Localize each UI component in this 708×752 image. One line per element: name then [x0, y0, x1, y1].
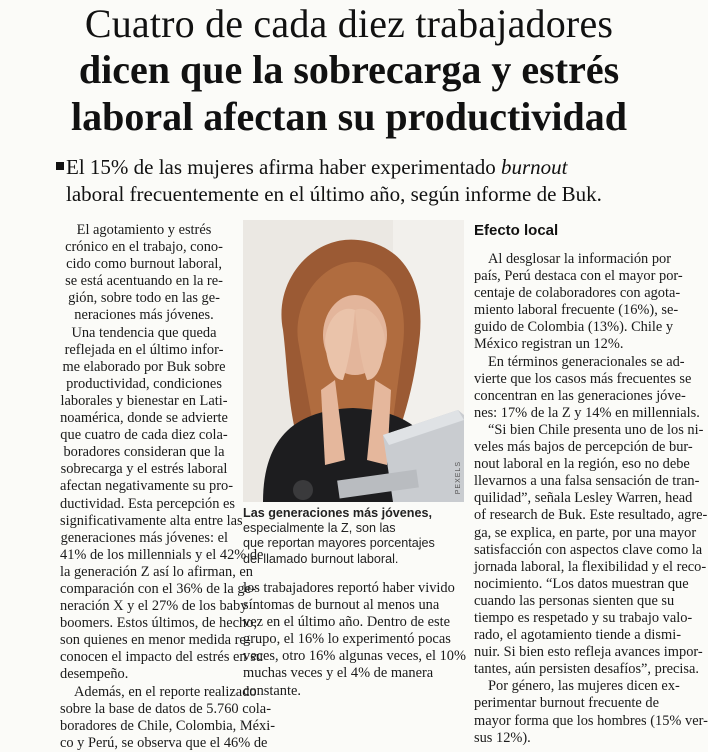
deck-line-1 — [66, 154, 678, 181]
text-line: Al desglosar la información por — [488, 251, 672, 267]
text-line: síntomas de burnout al menos una — [243, 597, 440, 614]
headline-line-1: Cuatro de cada diez trabajadores — [84, 1, 614, 46]
text-line: México registran un 12%. — [474, 336, 624, 353]
text-line: quilidad”, señala Lesley Warren, head — [474, 490, 693, 507]
text-line: rado, el agotamiento tiende a dismi- — [474, 627, 681, 644]
text-line: laborales y bienestar en Lati- — [60, 392, 228, 409]
text-line: 41% de los millennials y el 42% de — [60, 546, 264, 563]
text-line: cido como burnout laboral, — [66, 256, 222, 273]
text-line: perimentar burnout frecuente de — [474, 695, 659, 712]
article-deck — [66, 154, 678, 208]
article-column-2 — [243, 580, 464, 700]
section-heading: Efecto local — [474, 222, 559, 239]
text-line: Por género, las mujeres dicen ex- — [488, 678, 680, 695]
square-bullet-icon — [56, 162, 64, 170]
text-line: nout laboral en la región, eso no debe — [474, 456, 690, 473]
caption-line: del llamado burnout laboral. — [243, 551, 399, 566]
text-line: productividad, condiciones — [66, 375, 222, 392]
text-line: desempeño. — [60, 666, 129, 683]
text-line: concentran en las generaciones jóve- — [474, 387, 686, 404]
text-line: veles más bajos de percepción de bur- — [474, 439, 693, 456]
text-line: sus 12%). — [474, 729, 531, 746]
text-line: En términos generacionales se ad- — [488, 353, 685, 370]
text-line: crónico en el trabajo, cono- — [65, 239, 223, 256]
text-line: neraciones más jóvenes. — [74, 307, 214, 324]
headline-line-3: laboral afectan su productividad — [71, 94, 627, 139]
text-line: constante. — [243, 682, 301, 699]
text-line: que cuatro de cada diez cola- — [60, 427, 228, 444]
text-line: guido de Colombia (13%). Chile y — [474, 319, 674, 336]
text-line: boomers. Estos últimos, de hecho, — [60, 615, 258, 632]
article-column-3 — [474, 251, 708, 747]
text-line: co y Perú, se observa que el 46% de — [60, 734, 268, 751]
caption-line: que reportan mayores porcentajes — [243, 536, 435, 551]
text-line: vez en el último año. Dentro de este — [243, 614, 450, 631]
article-headline — [0, 2, 698, 140]
text-line: se está acentuando en la re- — [65, 273, 223, 290]
deck-emphasis: burnout — [501, 155, 568, 179]
text-line: of research de Buk. Este resultado, agre- — [474, 507, 708, 524]
text-line: afectan negativamente su pro- — [60, 478, 234, 495]
text-line: noamérica, donde se advierte — [60, 410, 228, 427]
text-line: generaciones más jóvenes: el — [60, 529, 228, 546]
text-line: tiempo es respetado y su trabajo valo- — [474, 609, 693, 626]
text-line: “Si bien Chile presenta uno de los ni- — [488, 421, 704, 438]
text-line: comparación con el 36% de la ge- — [60, 580, 256, 597]
text-line: reflejada en el último infor- — [64, 341, 224, 358]
text-line: conocen el impacto del estrés en su — [60, 649, 263, 666]
text-line: la generación Z así lo afirman, en — [60, 563, 253, 580]
text-line: vierte que los casos más frecuentes se — [474, 370, 692, 387]
photo-caption — [243, 506, 464, 567]
text-line: boradores consideran que la — [63, 444, 225, 461]
text-line: El agotamiento y estrés — [76, 222, 212, 238]
text-line: grupo, el 16% lo experimentó pocas — [243, 631, 451, 648]
text-line: Una tendencia que queda — [71, 324, 217, 341]
text-line: mayor forma que los hombres (15% ver- — [474, 712, 708, 729]
photo-credit: PEXELS — [455, 460, 462, 494]
text-line: nes: 17% de la Z y 14% en millennials. — [474, 404, 700, 421]
text-line: significativamente alta entre las — [60, 512, 243, 529]
text-line: me elaborado por Buk sobre — [62, 358, 226, 375]
text-line: Además, en el reporte realizado — [74, 683, 257, 700]
text-line: sobre la base de datos de 5.760 cola- — [60, 700, 271, 717]
text-line: neración X y el 27% de los baby — [60, 598, 248, 615]
text-line: sobrecarga y el estrés laboral — [60, 461, 228, 478]
headline-line-2: dicen que la sobrecarga y estrés — [78, 47, 620, 92]
article-photo — [243, 220, 464, 502]
text-line: boradores de Chile, Colombia, Méxi- — [60, 717, 276, 734]
text-line: centaje de colaboradores con agota- — [474, 285, 681, 302]
deck-text: El 15% de las mujeres afirma haber experimentado — [66, 155, 501, 179]
deck-line-2: laboral frecuentemente en el último año, según informe de Buk. — [66, 182, 602, 206]
text-line: muchas veces y el 4% de manera — [243, 665, 434, 682]
text-line: ductividad. Esta percepción es — [60, 495, 236, 512]
caption-line: especialmente la Z, son las — [243, 521, 396, 536]
text-line: jornada laboral, la flexibilidad y el reco- — [474, 558, 707, 575]
text-line: veces, otro 16% algunas veces, el 10% — [243, 648, 466, 665]
text-line: nuir. Si bien esto refleja avances impor- — [474, 644, 703, 661]
text-line: miento laboral frecuente (16%), se- — [474, 302, 679, 319]
text-line: llevarnos a una falsa sensación de tran- — [474, 473, 700, 490]
text-line: cuando las personas sienten que su — [474, 592, 675, 609]
text-line: país, Perú destaca con el mayor por- — [474, 268, 683, 285]
text-line: son quienes en menor medida re- — [60, 632, 251, 649]
stressed-woman-illustration — [243, 220, 464, 502]
text-line: los trabajadores reportó haber vivido — [243, 580, 455, 596]
text-line: satisfacción con aspectos clave como la — [474, 541, 703, 558]
caption-line: Las generaciones más jóvenes, — [243, 506, 432, 520]
text-line: nocimiento. “Los datos muestran que — [474, 575, 689, 592]
text-line: gión, sobre todo en las ge- — [68, 290, 220, 307]
text-line: tantes, aún persisten desafíos”, precisa. — [474, 661, 699, 678]
text-line: ga, se explica, en parte, por una mayor — [474, 524, 697, 541]
